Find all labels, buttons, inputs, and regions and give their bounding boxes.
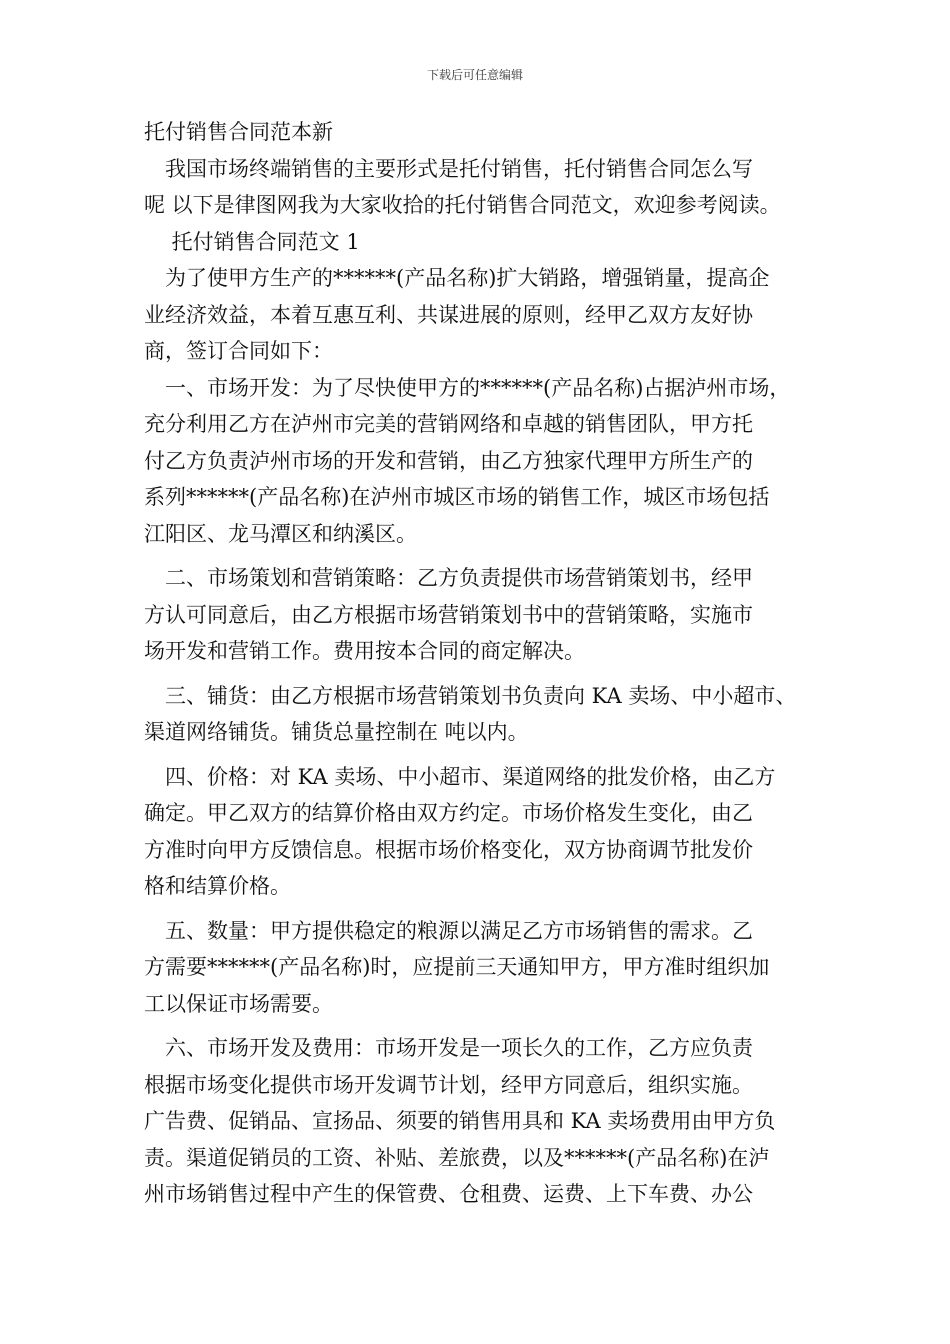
text-line: 二、市场策划和营销策略：乙方负责提供市场营销策划书，经甲 xyxy=(144,566,753,590)
text-line: 根据市场变化提供市场开发调节计划，经甲方同意后，组织实施。 xyxy=(144,1072,753,1097)
text-line: 我国市场终端销售的主要形式是托付销售，托付销售合同怎么写 xyxy=(144,156,753,181)
paragraph-lines xyxy=(144,151,834,1213)
text-line: 五、数量：甲方提供稳定的粮源以满足乙方市场销售的需求。乙 xyxy=(144,918,753,943)
text-line: 方需要******(产品名称)时，应提前三天通知甲方，甲方准时组织加 xyxy=(144,955,770,979)
text-line: 三、铺货：由乙方根据市场营销策划书负责向 KA 卖场、中小超市、 xyxy=(144,683,797,708)
text-line: 工以保证市场需要。 xyxy=(144,991,333,1016)
text-line: 六、市场开发及费用：市场开发是一项长久的工作，乙方应负责 xyxy=(144,1036,753,1060)
text-line: 充分利用乙方在泸州市完美的营销网络和卓越的销售团队，甲方托 xyxy=(144,412,753,436)
text-line: 系列******(产品名称)在泸州市城区市场的销售工作，城区市场包括 xyxy=(144,485,770,509)
text-line: 呢 以下是律图网我为大家收拾的托付销售合同范文，欢迎参考阅读。 xyxy=(144,193,781,217)
text-line: 渠道网络铺货。铺货总量控制在 吨以内。 xyxy=(144,720,529,744)
text-line: 托付销售合同范文 1 xyxy=(144,229,360,254)
text-line: 付乙方负责泸州市场的开发和营销，由乙方独家代理甲方所生产的 xyxy=(144,448,753,473)
text-line: 场开发和营销工作。费用按本合同的商定解决。 xyxy=(144,639,585,663)
text-line: 江阳区、龙马潭区和纳溪区。 xyxy=(144,521,417,546)
text-line: 一、市场开发：为了尽快使甲方的******(产品名称)占据泸州市场， xyxy=(144,375,791,400)
text-line: 四、价格：对 KA 卖场、中小超市、渠道网络的批发价格，由乙方 xyxy=(144,764,776,789)
text-line: 责。渠道促销员的工资、补贴、差旅费，以及******(产品名称)在泸 xyxy=(144,1145,770,1170)
text-line: 商，签订合同如下： xyxy=(144,339,333,363)
text-line: 州市场销售过程中产生的保管费、仓租费、运费、上下车费、办公 xyxy=(144,1182,753,1206)
text-line: 格和结算价格。 xyxy=(144,874,291,898)
document-body xyxy=(144,114,834,1213)
text-line: 确定。甲乙双方的结算价格由双方约定。市场价格发生变化，由乙 xyxy=(144,801,753,825)
text-line: 业经济效益，本着互惠互利、共谋进展的原则，经甲乙双方友好协 xyxy=(144,302,753,327)
text-line: 为了使甲方生产的******(产品名称)扩大销路，增强销量，提高企 xyxy=(144,266,770,290)
text-line: 广告费、促销品、宣扬品、须要的销售用具和 KA 卖场费用由甲方负 xyxy=(144,1109,776,1133)
text-line: 方认可同意后，由乙方根据市场营销策划书中的营销策略，实施市 xyxy=(144,602,753,627)
document-title: 托付销售合同范本新 xyxy=(144,120,333,144)
text-line: 方准时向甲方反馈信息。根据市场价格变化，双方协商调节批发价 xyxy=(144,837,753,862)
header-note: 下载后可任意编辑 xyxy=(426,68,523,82)
